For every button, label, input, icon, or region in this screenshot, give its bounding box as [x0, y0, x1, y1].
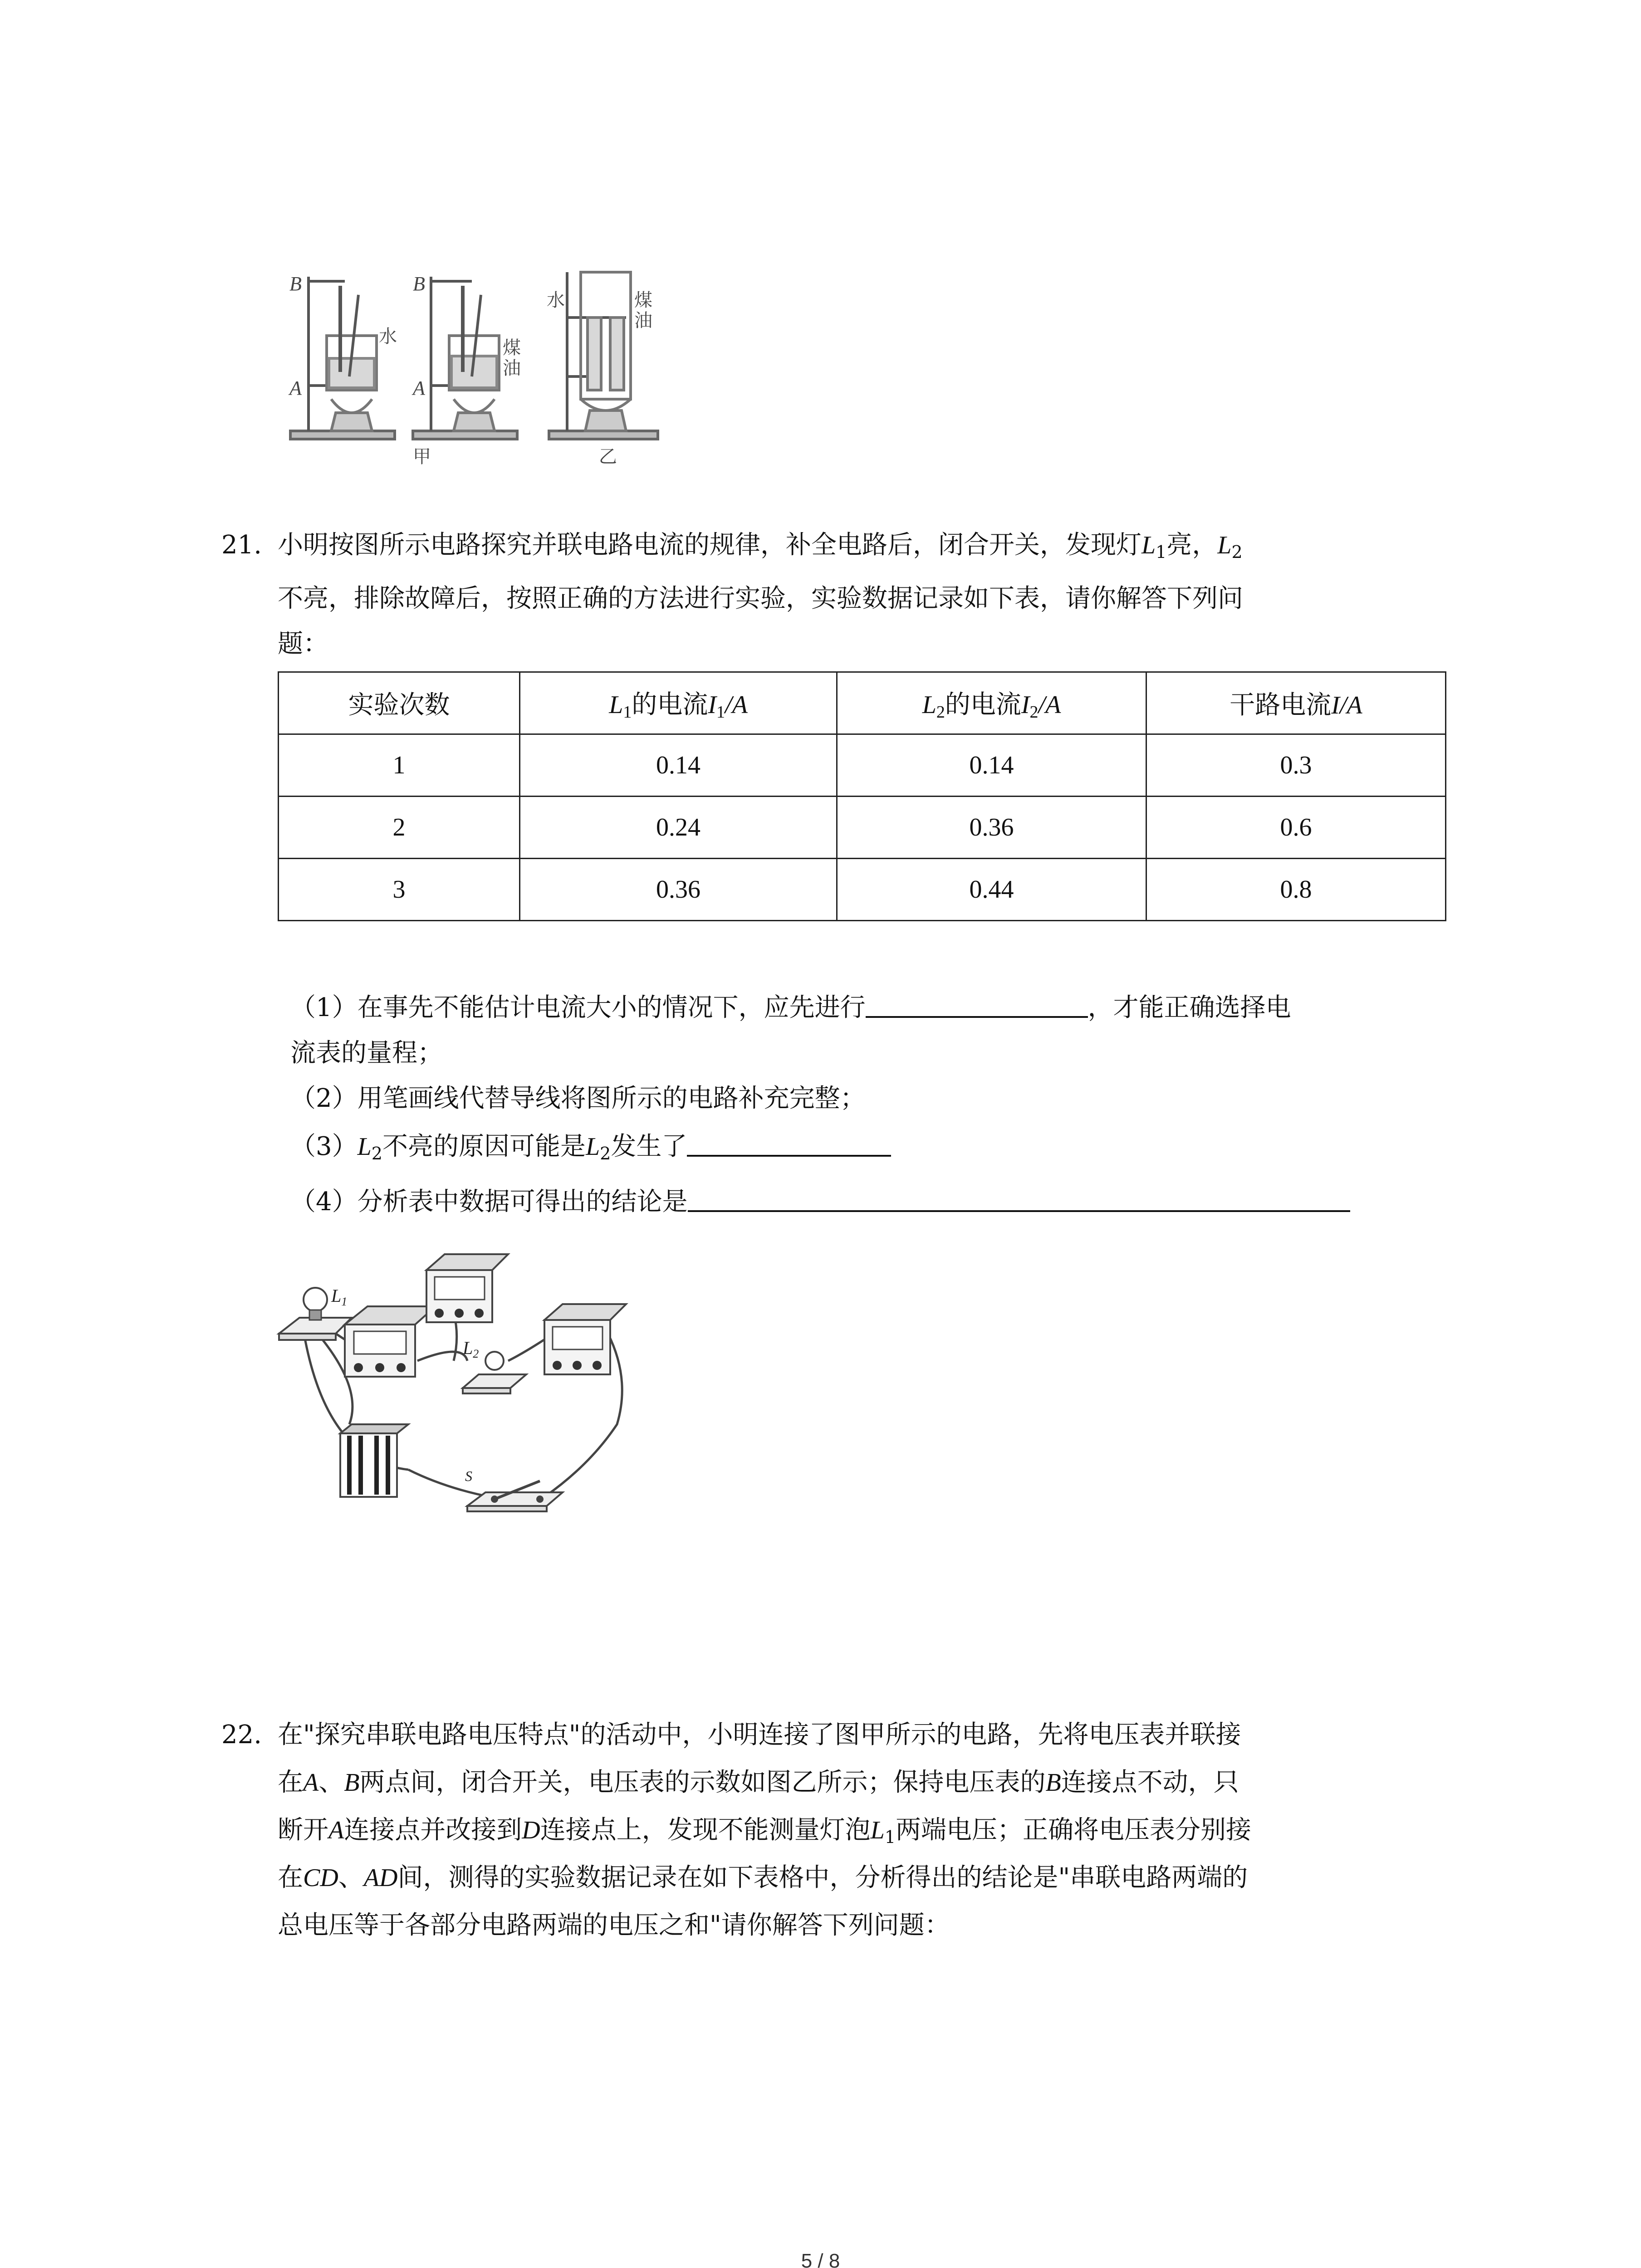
sub-question-1: （1）在事先不能估计电流大小的情况下，应先进行 ，才能正确选择电 — [290, 985, 1291, 1031]
question-22-line1: 在"探究串联电路电压特点"的活动中，小明连接了图甲所示的电路，先将电压表并联接 — [278, 1720, 1241, 1750]
answer-blank-3[interactable] — [687, 1127, 891, 1157]
page-number: 5 / 8 — [801, 2250, 840, 2268]
label-b-1: B — [289, 273, 302, 295]
question-22-line2: 在A、B两点间，闭合开关，电压表的示数如图乙所示；保持电压表的B连接点不动，只 — [278, 1768, 1239, 1797]
table-cell: 0.14 — [520, 734, 837, 797]
question-22-line3: 断开A连接点并改接到D连接点上，发现不能测量灯泡$L_1$两端电压；正确将电压表分别接 — [278, 1815, 1252, 1847]
ammeter-top — [426, 1254, 508, 1322]
table-cell: 0.36 — [837, 797, 1146, 859]
label-kerosene-2a: 煤 — [634, 290, 652, 311]
table-cell: 0.6 — [1146, 797, 1446, 859]
battery — [340, 1424, 408, 1497]
circuit-figure — [272, 1252, 690, 1524]
answer-blank-4[interactable] — [688, 1182, 1350, 1212]
header-main-current: 干路电流I/A — [1146, 672, 1446, 734]
label-kerosene-2b: 油 — [634, 310, 652, 331]
table-row — [279, 859, 1446, 921]
table-cell: 1 — [279, 734, 520, 797]
label-l2: $L_2$ — [463, 1338, 479, 1360]
sub-question-2: （2）用笔画线代替导线将图所示的电路补充完整； — [290, 1084, 866, 1113]
label-a-2: A — [413, 377, 425, 399]
table-cell: 0.36 — [520, 859, 837, 921]
label-a-1: A — [289, 377, 302, 399]
header-l2-current: $L_2$的电流$I_2/A$ — [837, 672, 1146, 734]
ammeter-1 — [345, 1306, 436, 1377]
label-b-2: B — [413, 273, 425, 295]
question-21-line2: 不亮，排除故障后，按照正确的方法进行实验，实验数据记录如下表，请你解答下列问 — [278, 584, 1243, 613]
question-21-line3: 题： — [278, 629, 328, 659]
heating-apparatus-figure — [281, 268, 690, 476]
table-header-row — [279, 672, 1446, 734]
label-kerosene-1b: 油 — [503, 358, 521, 379]
caption-yi: 乙 — [599, 446, 617, 467]
table-cell: 0.44 — [837, 859, 1146, 921]
sub-question-3: $(3)L_2$不亮的原因可能是$L_2$发生了 — [290, 1124, 891, 1176]
label-water-2: 水 — [547, 290, 565, 311]
ammeter-right — [544, 1304, 626, 1374]
sub-question-4: （4）分析表中数据可得出的结论是 — [290, 1179, 1350, 1225]
label-s: S — [465, 1468, 472, 1484]
table-row — [279, 797, 1446, 859]
sub-question-1-cont: 流表的量程； — [290, 1038, 443, 1068]
question-22-line4: 在CD、AD间，测得的实验数据记录在如下表格中，分析得出的结论是"串联电路两端的 — [278, 1863, 1248, 1892]
question-22-number: 22. — [221, 1720, 262, 1750]
table-cell: 3 — [279, 859, 520, 921]
answer-blank-1[interactable] — [866, 988, 1088, 1018]
header-l1-current: $L_1$的电流$I_1/A$ — [520, 672, 837, 734]
switch — [467, 1481, 563, 1511]
table-row — [279, 734, 1446, 797]
table-cell: 0.24 — [520, 797, 837, 859]
question-21-number: 21. — [221, 530, 262, 560]
header-trial-count: 实验次数 — [279, 672, 520, 734]
question-22-line5: 总电压等于各部分电路两端的电压之和"请你解答下列问题： — [278, 1911, 950, 1940]
table-cell: 0.14 — [837, 734, 1146, 797]
label-kerosene-1a: 煤 — [503, 337, 521, 358]
label-l1: $L_1$ — [331, 1286, 348, 1308]
caption-jia: 甲 — [413, 446, 431, 467]
table-cell: 0.3 — [1146, 734, 1446, 797]
question-21-line1: 小明按图所示电路探究并联电路电流的规律，补全电路后，闭合开关，发现灯$L_1$亮，$L_2$ — [278, 530, 1243, 562]
current-data-table — [278, 671, 1446, 921]
table-cell: 0.8 — [1146, 859, 1446, 921]
label-water-1: 水 — [379, 326, 397, 347]
table-cell: 2 — [279, 797, 520, 859]
